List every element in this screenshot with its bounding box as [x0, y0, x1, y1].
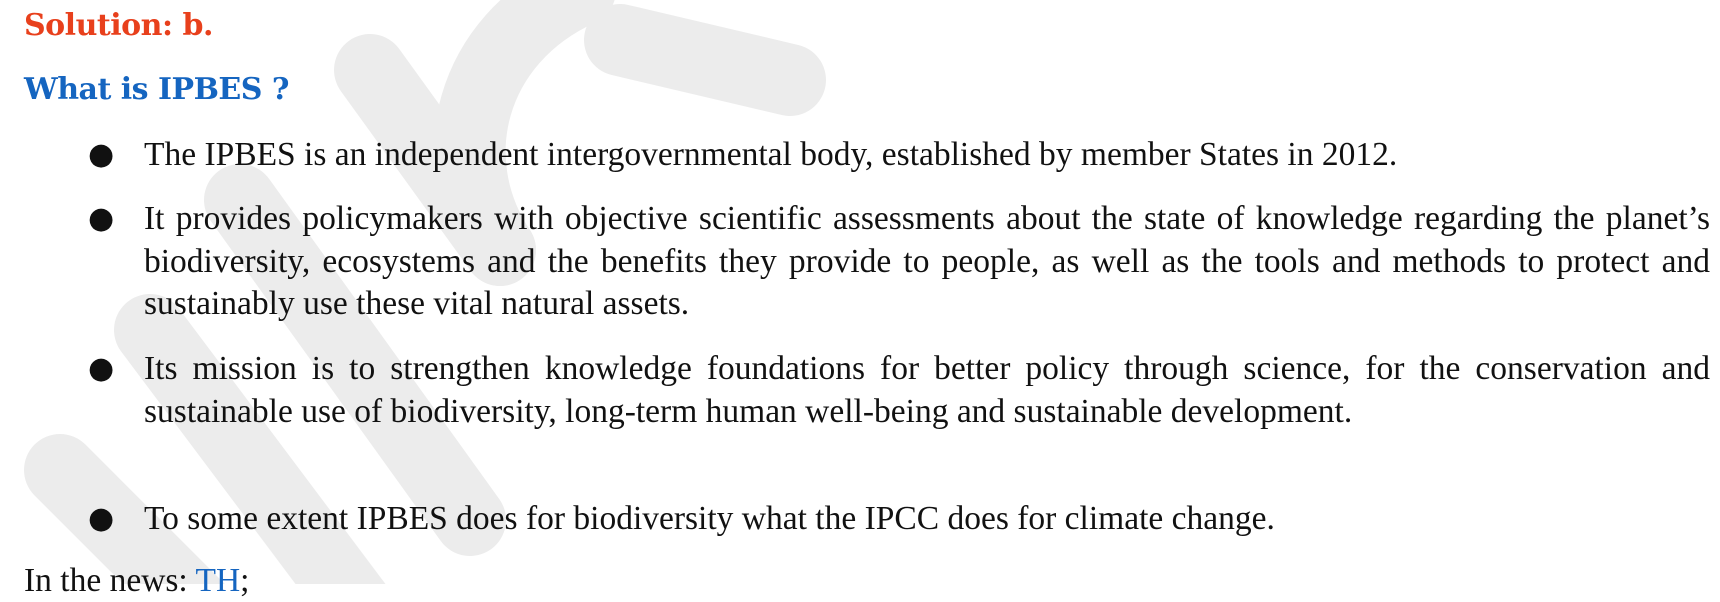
news-prefix: In the news:	[24, 562, 196, 599]
bullet-icon: ●	[88, 501, 115, 536]
bullet-text: To some extent IPBES does for biodiversity what the IPCC does for climate change.	[144, 500, 1275, 537]
bullet-text: It provides policymakers with objective scientific assessments about the state of knowledge regarding the planet’s biodiversity, ecosystems and the benefits they provide to people, as well as the tools and methods to protect and sustainably use these vital natural assets.	[144, 200, 1710, 322]
section-heading: What is IPBES ?	[24, 72, 289, 107]
bullet-icon: ●	[88, 201, 115, 236]
bullet-text: Its mission is to strengthen knowledge foundations for better policy through science, for the conservation and sustainable use of biodiversity, long-term human well-being and sustainable development.	[144, 350, 1710, 430]
news-source-link[interactable]: TH	[195, 562, 241, 599]
news-line	[24, 560, 249, 602]
bullet-icon: ●	[88, 137, 115, 172]
bullet-icon: ●	[88, 351, 115, 386]
news-suffix: ;	[240, 562, 250, 599]
solution-label: Solution: b.	[24, 8, 213, 43]
bullet-text: The IPBES is an independent intergovernmental body, established by member States in 2012.	[144, 136, 1398, 173]
